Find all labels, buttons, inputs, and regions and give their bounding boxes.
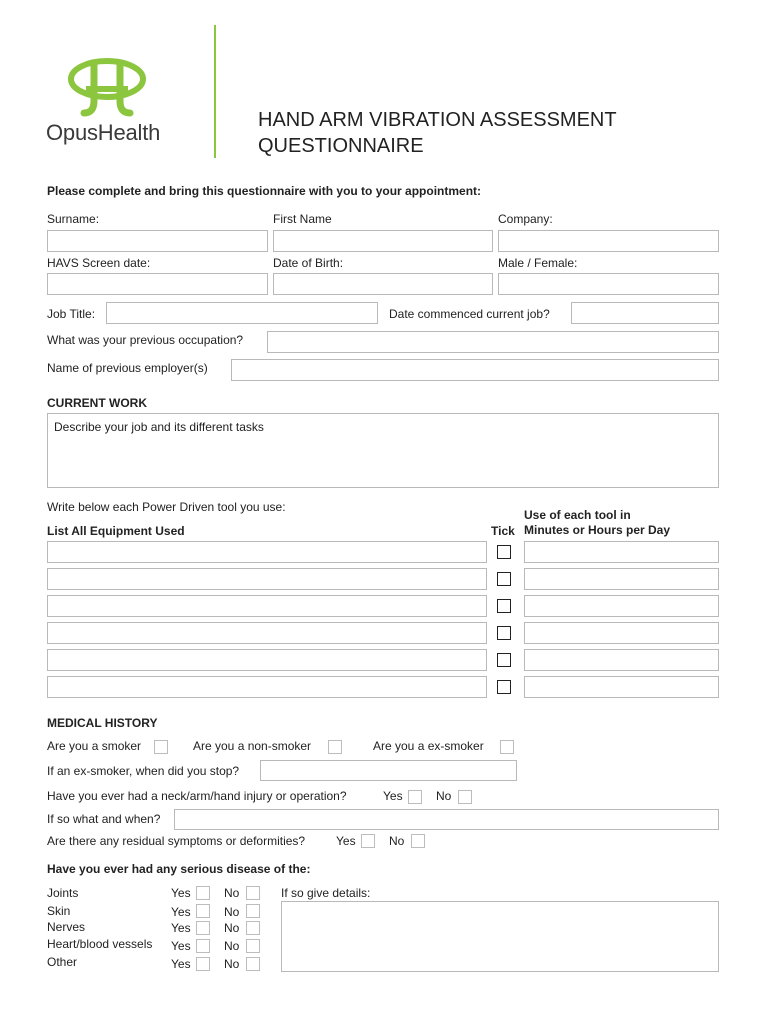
title-line-2: QUESTIONNAIRE	[258, 135, 424, 157]
usage-field[interactable]	[524, 595, 719, 617]
condition-label: Skin	[47, 904, 71, 918]
condition-yes-checkbox[interactable]	[196, 904, 210, 918]
condition-no-label: No	[224, 957, 240, 971]
surname-label: Surname:	[47, 212, 100, 226]
logo	[44, 55, 184, 150]
ex-smoker-stop-field[interactable]	[260, 760, 517, 781]
use-header-line-1: Use of each tool in	[524, 508, 631, 522]
medical-history-heading: MEDICAL HISTORY	[47, 716, 158, 730]
residual-yes-label: Yes	[336, 834, 356, 848]
usage-field[interactable]	[524, 649, 719, 671]
usage-field[interactable]	[524, 541, 719, 563]
equipment-intro: Write below each Power Driven tool you use:	[47, 500, 286, 514]
what-when-field[interactable]	[174, 809, 719, 830]
condition-label: Nerves	[47, 920, 86, 934]
injury-no-label: No	[436, 789, 452, 803]
injury-question-label: Have you ever had a neck/arm/hand injury or operation?	[47, 789, 347, 803]
current-work-heading: CURRENT WORK	[47, 396, 147, 410]
smoker-label: Are you a smoker	[47, 739, 142, 753]
residual-no-checkbox[interactable]	[411, 834, 425, 848]
company-field[interactable]	[498, 230, 719, 252]
previous-employers-label: Name of previous employer(s)	[47, 361, 208, 375]
use-header-line-2: Minutes or Hours per Day	[524, 523, 671, 537]
first-name-label: First Name	[273, 212, 332, 226]
injury-yes-checkbox[interactable]	[408, 790, 422, 804]
sex-field[interactable]	[498, 273, 719, 295]
condition-yes-label: Yes	[171, 939, 191, 953]
condition-yes-checkbox[interactable]	[196, 886, 210, 900]
previous-occupation-label: What was your previous occupation?	[47, 333, 244, 347]
ex-smoker-stop-label: If an ex-smoker, when did you stop?	[47, 764, 240, 778]
details-label: If so give details:	[281, 886, 371, 900]
page-title	[258, 107, 617, 159]
condition-yes-label: Yes	[171, 957, 191, 971]
usage-field[interactable]	[524, 622, 719, 644]
tick-checkbox[interactable]	[497, 626, 511, 640]
first-name-field[interactable]	[273, 230, 493, 252]
non-smoker-checkbox[interactable]	[328, 740, 342, 754]
equipment-field[interactable]	[47, 649, 487, 671]
job-title-field[interactable]	[106, 302, 378, 324]
condition-yes-label: Yes	[171, 886, 191, 900]
job-description-field[interactable]	[47, 413, 719, 488]
date-commenced-label: Date commenced current job?	[389, 307, 550, 321]
condition-no-checkbox[interactable]	[246, 939, 260, 953]
tick-checkbox[interactable]	[497, 572, 511, 586]
dob-label: Date of Birth:	[273, 256, 344, 270]
equipment-list-header: List All Equipment Used	[47, 524, 185, 538]
dob-field[interactable]	[273, 273, 493, 295]
condition-yes-label: Yes	[171, 921, 191, 935]
condition-yes-checkbox[interactable]	[196, 921, 210, 935]
residual-no-label: No	[389, 834, 405, 848]
equipment-field[interactable]	[47, 568, 487, 590]
tick-checkbox[interactable]	[497, 599, 511, 613]
equipment-field[interactable]	[47, 541, 487, 563]
sex-label: Male / Female:	[498, 256, 578, 270]
smoker-checkbox[interactable]	[154, 740, 168, 754]
company-label: Company:	[498, 212, 553, 226]
surname-field[interactable]	[47, 230, 268, 252]
previous-occupation-field[interactable]	[267, 331, 719, 353]
condition-yes-checkbox[interactable]	[196, 939, 210, 953]
condition-label: Heart/blood vessels	[47, 937, 153, 951]
condition-no-label: No	[224, 921, 240, 935]
what-when-label: If so what and when?	[47, 812, 161, 826]
condition-label: Other	[47, 955, 78, 969]
tick-checkbox[interactable]	[497, 653, 511, 667]
condition-label: Joints	[47, 886, 79, 900]
details-field[interactable]	[281, 901, 719, 972]
havs-date-field[interactable]	[47, 273, 268, 295]
havs-date-label: HAVS Screen date:	[47, 256, 151, 270]
condition-yes-label: Yes	[171, 905, 191, 919]
title-line-1: HAND ARM VIBRATION ASSESSMENT	[258, 109, 617, 131]
job-description-placeholder: Describe your job and its different tasks	[54, 420, 264, 434]
residual-label: Are there any residual symptoms or deformities?	[47, 834, 306, 848]
tick-header: Tick	[491, 524, 515, 538]
use-header	[524, 508, 670, 538]
injury-yes-label: Yes	[383, 789, 403, 803]
tick-checkbox[interactable]	[497, 545, 511, 559]
usage-field[interactable]	[524, 676, 719, 698]
equipment-field[interactable]	[47, 622, 487, 644]
condition-no-label: No	[224, 905, 240, 919]
ex-smoker-checkbox[interactable]	[500, 740, 514, 754]
job-title-label: Job Title:	[47, 307, 96, 321]
disease-heading: Have you ever had any serious disease of the:	[47, 862, 311, 876]
previous-employers-field[interactable]	[231, 359, 719, 381]
tick-checkbox[interactable]	[497, 680, 511, 694]
condition-no-checkbox[interactable]	[246, 904, 260, 918]
usage-field[interactable]	[524, 568, 719, 590]
condition-no-checkbox[interactable]	[246, 886, 260, 900]
non-smoker-label: Are you a non-smoker	[193, 739, 312, 753]
logo-mark-icon	[66, 55, 152, 121]
equipment-field[interactable]	[47, 676, 487, 698]
ex-smoker-label: Are you a ex-smoker	[373, 739, 484, 753]
condition-no-checkbox[interactable]	[246, 957, 260, 971]
equipment-field[interactable]	[47, 595, 487, 617]
condition-yes-checkbox[interactable]	[196, 957, 210, 971]
logo-wordmark: OpusHealth	[46, 120, 161, 145]
condition-no-label: No	[224, 939, 240, 953]
residual-yes-checkbox[interactable]	[361, 834, 375, 848]
date-commenced-field[interactable]	[571, 302, 719, 324]
intro-text: Please complete and bring this questionnaire with you to your appointment:	[47, 184, 482, 198]
condition-no-label: No	[224, 886, 240, 900]
injury-no-checkbox[interactable]	[458, 790, 472, 804]
condition-no-checkbox[interactable]	[246, 921, 260, 935]
header-divider	[214, 25, 216, 158]
